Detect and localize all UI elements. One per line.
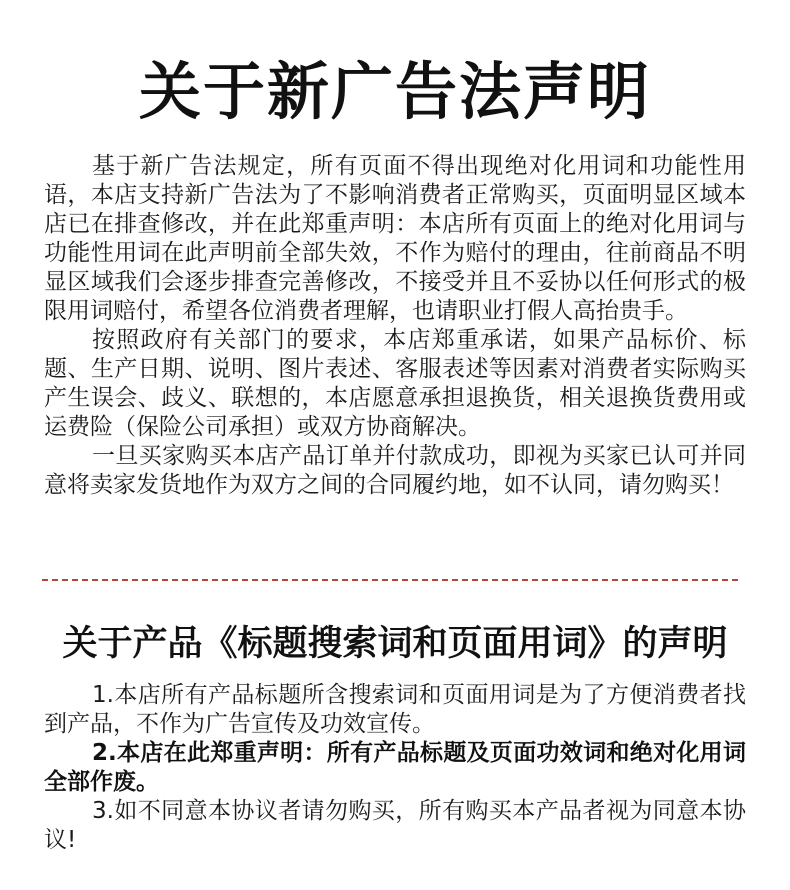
section-subtitle: 关于产品《标题搜索词和页面用词》的声明 (62, 624, 728, 664)
clause-2: 2.本店在此郑重声明：所有产品标题及页面功效词和绝对化用词全部作废。 (44, 740, 746, 795)
page-title: 关于新广告法声明 (138, 55, 651, 128)
clause-3: 3.如不同意本协议者请勿购买，所有购买本产品者视为同意本协议! (44, 798, 746, 853)
statement-paragraph-1: 基于新广告法规定，所有页面不得出现绝对化用词和功能性用语，本店支持新广告法为了不影响消费者正常购买，页面明显区域本店已在排查修改，并在此郑重声明：本店所有页面上的绝对化用词与功能性用词在此声明前全部失效，不作为赔付的理由，往前商品不明显区域我们会逐步排查完善修改，不接受并且不妥协以任何形式的极限用词赔付，希望各位消费者理解，也请职业打假人高抬贵手。 (44, 153, 746, 324)
statement-paragraph-3: 一旦买家购买本店产品订单并付款成功，即视为买家已认可并同意将卖家发货地作为双方之间的合同履约地，如不认同，请勿购买！ (44, 443, 746, 498)
statement-paragraph-2: 按照政府有关部门的要求，本店郑重承诺，如果产品标价、标题、生产日期、说明、图片表述、客服表述等因素对消费者实际购买产生误会、歧义、联想的，本店愿意承担退换货，相关退换货费用或运费险（保险公司承担）或双方协商解决。 (44, 327, 746, 440)
clause-1: 1.本店所有产品标题所含搜索词和页面用词是为了方便消费者找到产品，不作为广告宣传及功效宣传。 (44, 682, 746, 737)
statement-body (44, 152, 746, 500)
clause-list (44, 681, 746, 855)
dashed-divider (42, 579, 738, 581)
